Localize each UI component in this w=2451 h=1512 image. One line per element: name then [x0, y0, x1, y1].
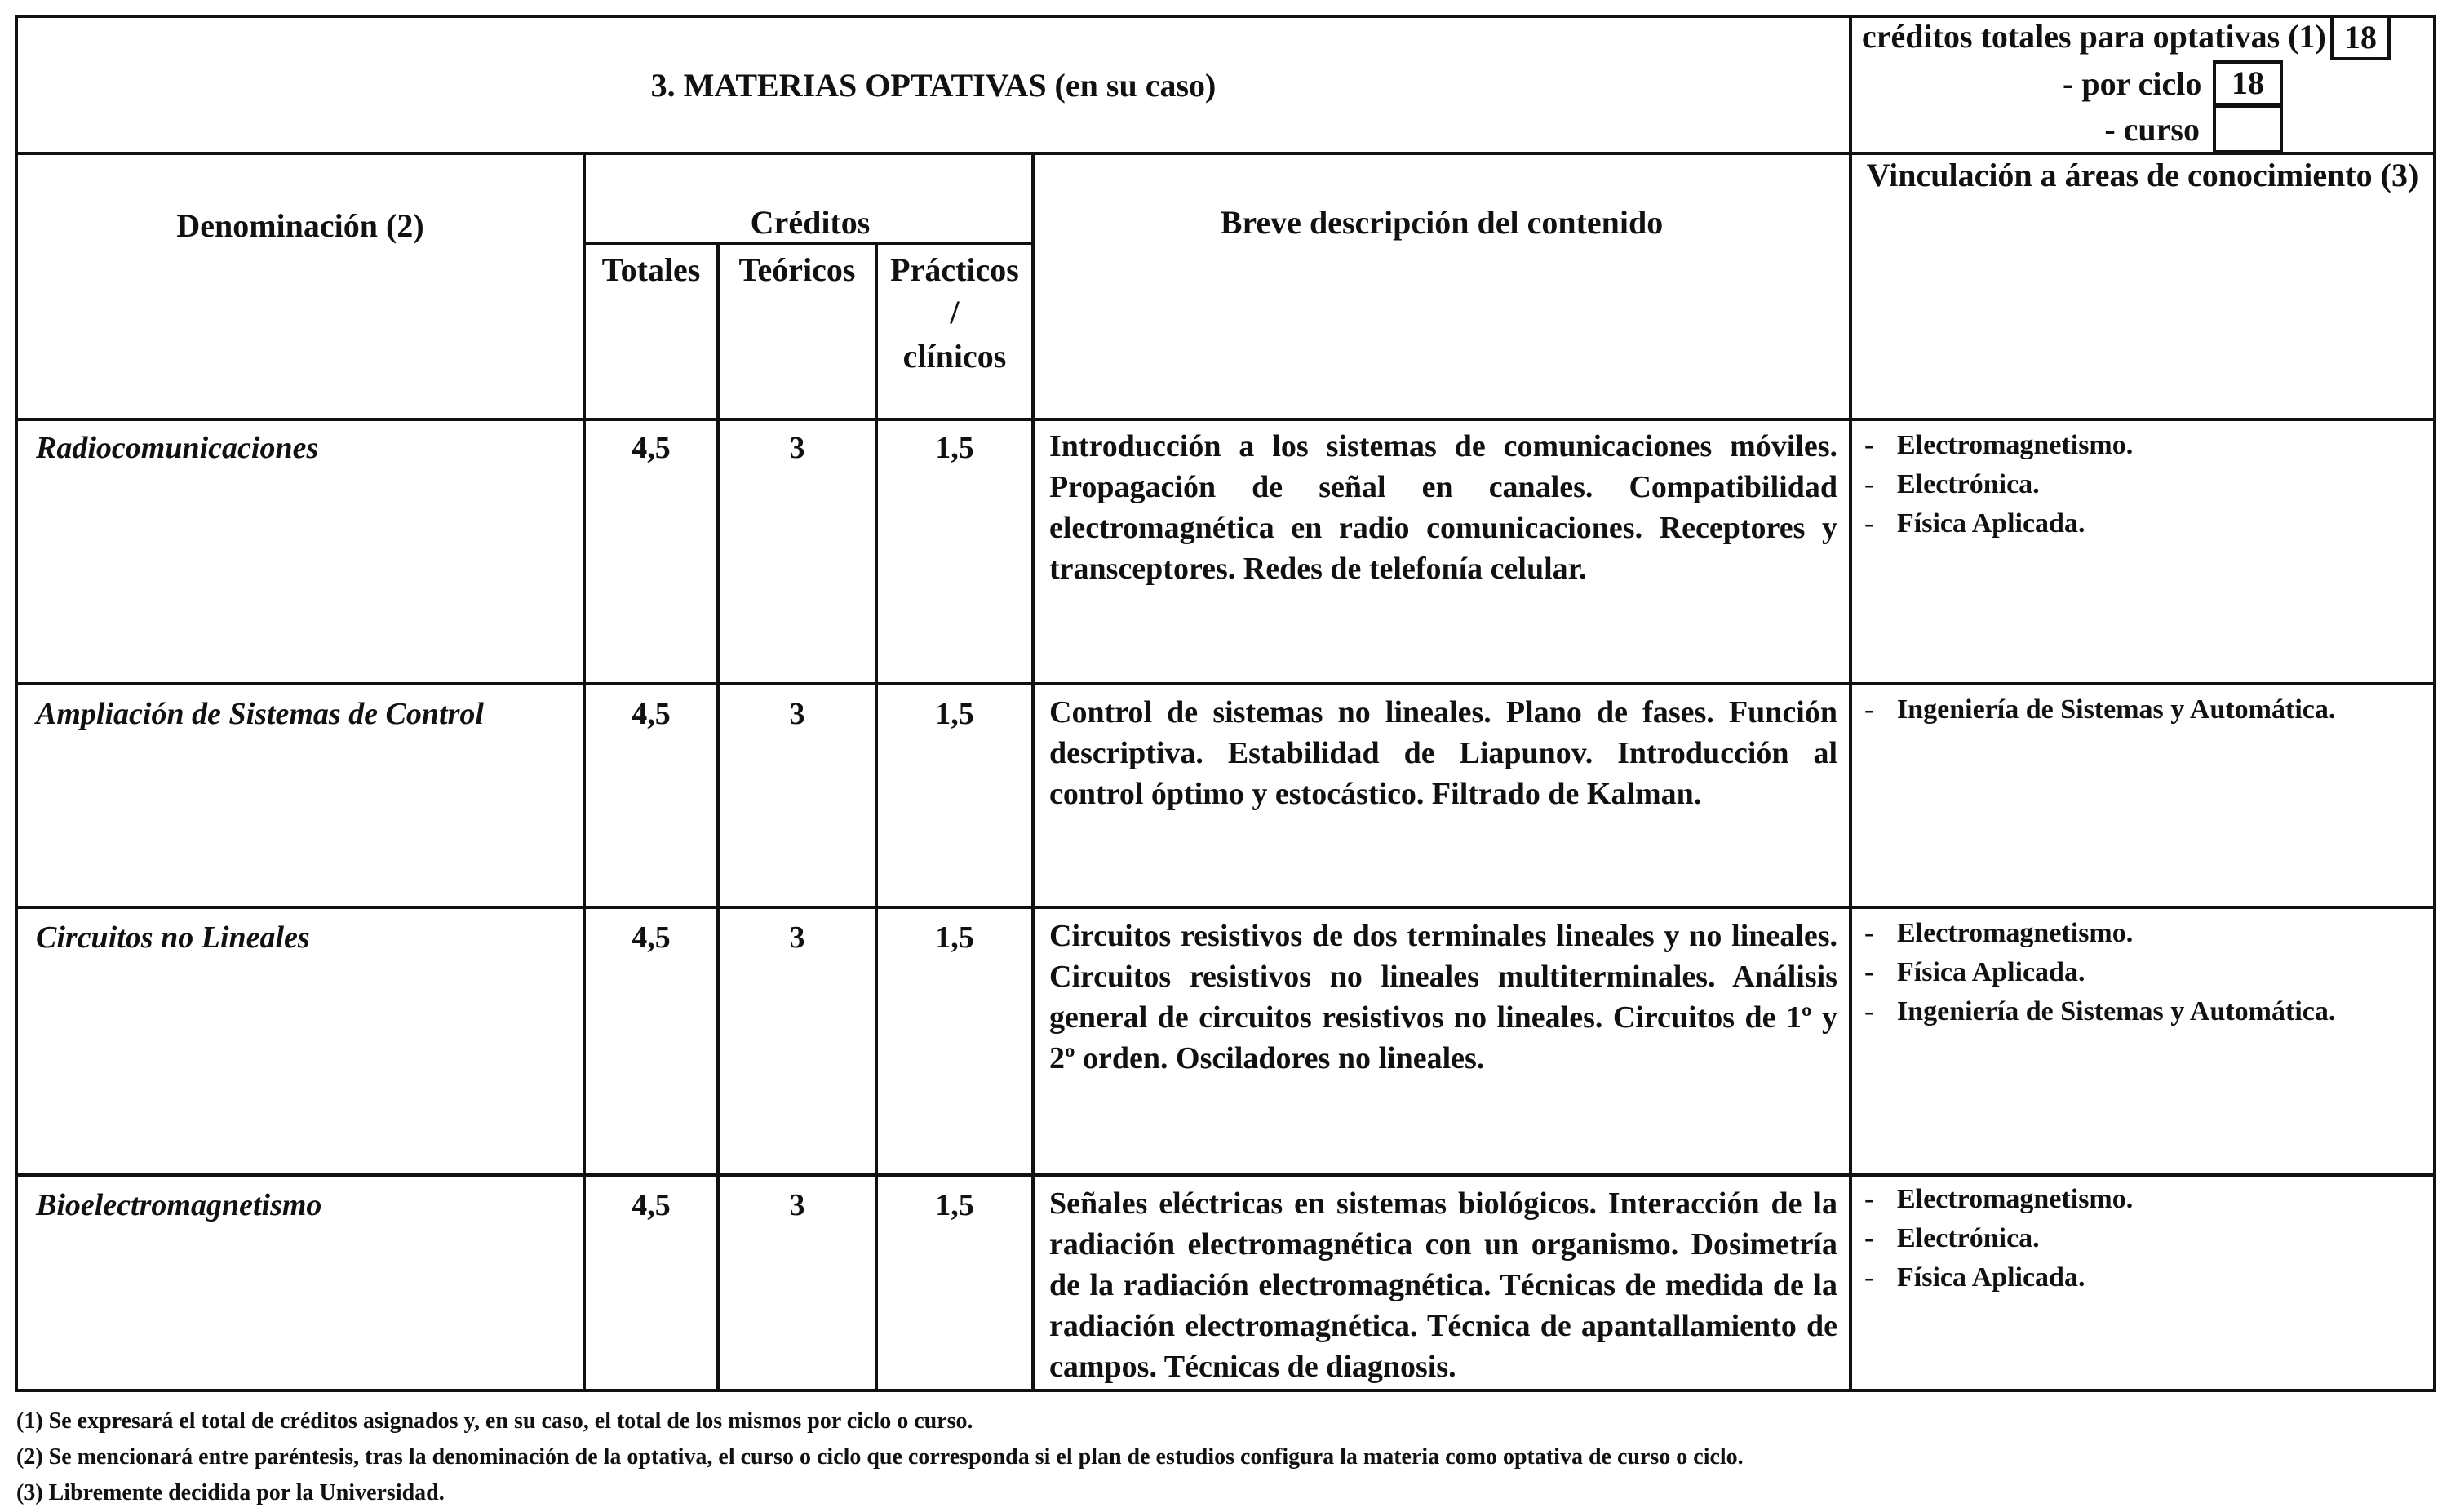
table-col-descripcion — [1031, 152, 1035, 1392]
table-border-bottom — [15, 1389, 2436, 1392]
table-rule-row2 — [15, 682, 2436, 685]
area-item — [1864, 426, 2435, 465]
list-dash: - — [1864, 1184, 1874, 1214]
table-rule-row3 — [15, 906, 2436, 909]
area-item — [1864, 465, 2435, 504]
table-rule-row1 — [15, 418, 2436, 421]
row-2-name: Ampliación de Sistemas de Control — [36, 697, 484, 731]
row-3-name: Circuitos no Lineales — [36, 920, 310, 955]
row-3-practicos: 1,5 — [935, 920, 974, 955]
row-3-teoricos: 3 — [789, 920, 805, 955]
curso-box — [2213, 104, 2283, 153]
row-2-areas — [1864, 690, 2435, 729]
footnote-2: (2) Se mencionará entre paréntesis, tras la denominación de la optativa, el curso o ciclo que corresponda si el plan de estudios configura la materia como optativa de curso o ciclo. — [16, 1444, 1744, 1470]
col-header-practicos-slash: / — [950, 294, 960, 330]
row-1-name: Radiocomunicaciones — [36, 431, 319, 465]
curso-label: - curso — [2104, 111, 2200, 148]
area-item — [1864, 914, 2435, 953]
area-label: Ingeniería de Sistemas y Automática. — [1897, 996, 2336, 1026]
row-3-areas — [1864, 914, 2435, 1031]
col-header-clinicos: clínicos — [902, 338, 1007, 375]
list-dash: - — [1864, 996, 1874, 1026]
area-item — [1864, 953, 2435, 992]
row-3-description: Circuitos resistivos de dos terminales lineales y no lineales. Circuitos resistivos no lineales multiterminales. Análisis general de circuitos resistivos no lineales. Circuitos de 1º y 2º orden. Osciladores no lineales. — [1049, 919, 1837, 1075]
area-label: Física Aplicada. — [1897, 957, 2085, 987]
area-item — [1864, 690, 2435, 729]
area-label: Electromagnetismo. — [1897, 430, 2134, 460]
list-dash: - — [1864, 957, 1874, 987]
row-2-totales: 4,5 — [632, 697, 671, 731]
area-item — [1864, 1258, 2435, 1297]
area-label: Electromagnetismo. — [1897, 918, 2134, 948]
area-item — [1864, 1219, 2435, 1258]
table-col-vinculacion — [1849, 15, 1852, 1392]
list-dash: - — [1864, 508, 1874, 539]
area-label: Electromagnetismo. — [1897, 1184, 2134, 1214]
row-4-totales: 4,5 — [632, 1188, 671, 1222]
por-ciclo-label: - por ciclo — [2063, 65, 2202, 102]
area-label: Electrónica. — [1897, 469, 2040, 499]
row-2-practicos: 1,5 — [935, 697, 974, 731]
row-3-totales: 4,5 — [632, 920, 671, 955]
col-header-denominacion: Denominación (2) — [176, 207, 424, 244]
row-1-totales: 4,5 — [632, 431, 671, 465]
area-label: Electrónica. — [1897, 1223, 2040, 1253]
row-1-description: Introducción a los sistemas de comunicaciones móviles. Propagación de señal en canales. Compatibilidad electromagnética en radio comunicaciones. Receptores y transceptores. Redes de telefonía celular. — [1049, 429, 1837, 586]
row-4-areas — [1864, 1180, 2435, 1297]
row-4-description: Señales eléctricas en sistemas biológicos. Interacción de la radiación electromagnética con un organismo. Dosimetría de la radiación electromagnética. Técnicas de medida de la radiación electromagnética. Técnica de apantallamiento de campos. Técnicas de diagnosis. — [1049, 1186, 1837, 1384]
por-ciclo-box: 18 — [2213, 60, 2283, 106]
col-header-practicos: Prácticos — [890, 251, 1019, 288]
area-item — [1864, 992, 2435, 1031]
area-label: Ingeniería de Sistemas y Automática. — [1897, 694, 2336, 725]
creditos-totales-box: 18 — [2330, 15, 2391, 60]
list-dash: - — [1864, 469, 1874, 499]
row-1-teoricos: 3 — [789, 431, 805, 465]
col-header-totales: Totales — [601, 251, 701, 288]
row-4-practicos: 1,5 — [935, 1188, 974, 1222]
row-2-teoricos: 3 — [789, 697, 805, 731]
row-1-practicos: 1,5 — [935, 431, 974, 465]
list-dash: - — [1864, 918, 1874, 948]
area-label: Física Aplicada. — [1897, 508, 2085, 539]
col-header-descripcion: Breve descripción del contenido — [1220, 204, 1664, 241]
list-dash: - — [1864, 430, 1874, 460]
col-header-creditos: Créditos — [750, 204, 871, 241]
row-4-name: Bioelectromagnetismo — [36, 1188, 322, 1222]
list-dash: - — [1864, 1262, 1874, 1293]
list-dash: - — [1864, 1223, 1874, 1253]
row-1-areas — [1864, 426, 2435, 543]
row-4-teoricos: 3 — [789, 1188, 805, 1222]
area-label: Física Aplicada. — [1897, 1262, 2085, 1293]
list-dash: - — [1864, 694, 1874, 725]
footnote-1: (1) Se expresará el total de créditos asignados y, en su caso, el total de los mismos por ciclo o curso. — [16, 1408, 973, 1434]
row-2-description: Control de sistemas no lineales. Plano de fases. Función descriptiva. Estabilidad de Liapunov. Introducción al control óptimo y estocástico. Filtrado de Kalman. — [1049, 695, 1837, 811]
col-header-teoricos: Teóricos — [738, 251, 856, 288]
creditos-totales-label: créditos totales para optativas (1) — [1862, 18, 2326, 55]
table-rule-row4 — [15, 1173, 2436, 1177]
footnote-3: (3) Libremente decidida por la Universidad. — [16, 1480, 445, 1505]
page-title: 3. MATERIAS OPTATIVAS (en su caso) — [650, 67, 1217, 104]
area-item — [1864, 504, 2435, 543]
area-item — [1864, 1180, 2435, 1219]
col-header-vinculacion: Vinculación a áreas de conocimiento (3) — [1866, 157, 2419, 193]
